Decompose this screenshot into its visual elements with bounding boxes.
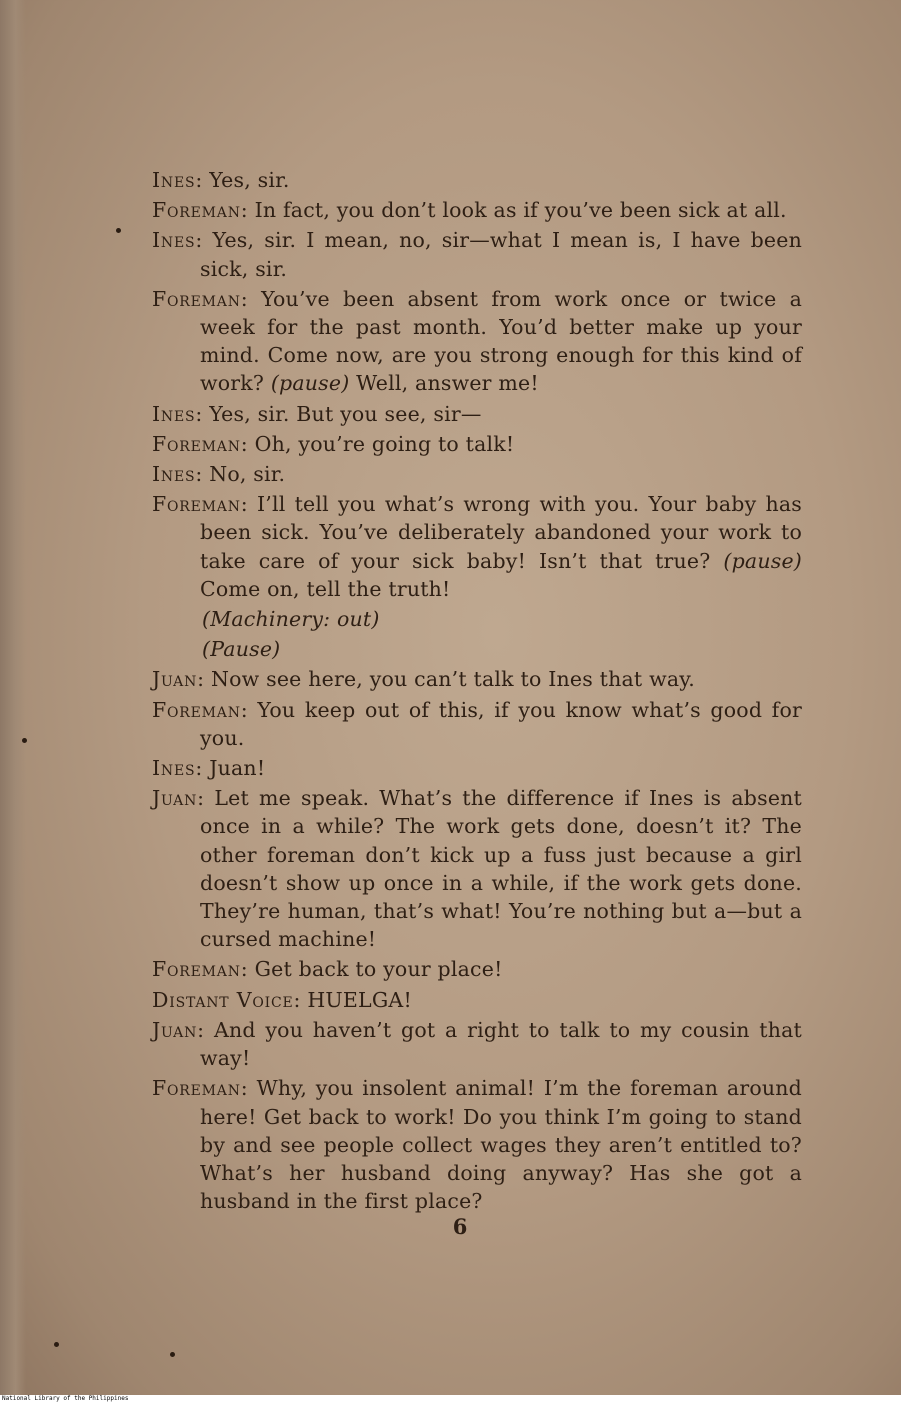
- speaker-name: Ines: [152, 462, 196, 487]
- dialogue-text: Come on, tell the truth!: [200, 576, 451, 601]
- dialogue-text: Well, answer me!: [356, 371, 539, 396]
- speaker-name: Foreman: [152, 957, 241, 982]
- dialogue-line: Juan: Now see here, you can’t talk to Ines that way.: [152, 667, 696, 692]
- dialogue-text: I’ll tell you what’s wrong with you. Your baby has been sick. You’ve deliberately abandoned your work to take care of your sick baby! Isn’t that true?: [200, 492, 802, 573]
- page-binding-edge: [0, 0, 26, 1395]
- dialogue-text: You keep out of this, if you know what’s good for you.: [200, 697, 802, 750]
- dialogue-line: Juan: And you haven’t got a right to talk to my cousin that way!: [152, 1017, 802, 1071]
- dialogue-text: No, sir.: [209, 462, 286, 487]
- speaker-name: Foreman: [152, 286, 241, 311]
- dialogue-line: Ines: Yes, sir. I mean, no, sir—what I mean is, I have been sick, sir.: [152, 228, 803, 281]
- print-speck: [54, 1342, 59, 1347]
- stage-direction-pause: (Pause): [202, 637, 281, 662]
- dialogue-line: Foreman: Get back to your place!: [152, 957, 503, 982]
- dialogue-text: HUELGA!: [307, 987, 412, 1012]
- dialogue-line: Ines: Yes, sir. But you see, sir—: [152, 401, 482, 426]
- speaker-name: Distant Voice: [152, 987, 294, 1012]
- speaker-name: Foreman: [152, 198, 241, 223]
- dialogue-text: In fact, you don’t look as if you’ve been sick at all.: [254, 198, 787, 223]
- speaker-name: Ines: [152, 756, 196, 781]
- dialogue-text: Yes, sir. I mean, no, sir—what I mean is, I have been sick, sir.: [200, 228, 803, 281]
- stage-direction-machinery: (Machinery: out): [202, 607, 380, 632]
- stage-direction: (pause): [270, 371, 350, 396]
- speaker-name: Foreman: [152, 697, 241, 722]
- dialogue-line: Foreman: I’ll tell you what’s wrong with you. Your baby has been sick. You’ve deliberately abandoned your work to take care of your sick baby! Isn’t that true? (pause) Come on, tell the truth!: [152, 492, 802, 601]
- speaker-name: Ines: [152, 228, 196, 253]
- speaker-name: Juan: [152, 1017, 198, 1042]
- dialogue-text: Let me speak. What’s the difference if Ines is absent once in a while? The work gets done, doesn’t it? The other foreman don’t kick up a fuss just because a girl doesn’t show up once in a while, if the work gets done. They’re human, that’s what! You’re nothing but a—but a cursed machine!: [200, 786, 802, 952]
- dialogue-text: And you haven’t got a right to talk to my cousin that way!: [200, 1017, 802, 1071]
- speaker-name: Foreman: [152, 492, 241, 517]
- stage-direction: (pause): [723, 548, 802, 573]
- dialogue-text: Yes, sir.: [209, 168, 290, 192]
- dialogue-text: Get back to your place!: [254, 957, 503, 982]
- dialogue-text: Yes, sir. But you see, sir—: [209, 401, 482, 426]
- print-speck: [22, 738, 27, 743]
- dialogue-text: Now see here, you can’t talk to Ines that way.: [210, 667, 696, 692]
- dialogue-text: Why, you insolent animal! I’m the foreman around here! Get back to work! Do you think I’m going to stand by and see people collect wages they aren’t entitled to? What’s her husband doing anyway? Has she got a husband in the first place?: [200, 1076, 802, 1214]
- dialogue-line: Foreman: Why, you insolent animal! I’m the foreman around here! Get back to work! Do you think I’m going to stand by and see people collect wages they aren’t entitled to? What’s her husband doing anyway? Has she got a husband in the first place?: [152, 1076, 802, 1214]
- dialogue-line: Ines: Yes, sir.: [152, 168, 290, 192]
- speaker-name: Foreman: [152, 1076, 241, 1101]
- dialogue-line: Foreman: Oh, you’re going to talk!: [152, 431, 515, 456]
- page-number: 6: [452, 1214, 468, 1239]
- speaker-name: Foreman: [152, 431, 241, 456]
- dialogue-line: Ines: Juan!: [152, 756, 266, 781]
- dialogue-line: Foreman: You keep out of this, if you know what’s good for you.: [152, 697, 802, 750]
- print-speck: [170, 1352, 175, 1357]
- dialogue-line: Ines: No, sir.: [152, 462, 286, 487]
- speaker-name: Juan: [152, 667, 198, 692]
- dialogue-line: Foreman: You’ve been absent from work once or twice a week for the past month. You’d better make up your mind. Come now, are you strong enough for this kind of work? (pause) Well, answer me!: [152, 286, 802, 396]
- dialogue-line: Foreman: In fact, you don’t look as if you’ve been sick at all.: [152, 198, 787, 223]
- library-footer: National Library of the Philippines: [0, 1395, 901, 1403]
- print-speck: [116, 228, 121, 233]
- dialogue-text: Oh, you’re going to talk!: [254, 431, 515, 456]
- script-body: [152, 166, 802, 1217]
- dialogue-line: Juan: Let me speak. What’s the difference if Ines is absent once in a while? The work gets done, doesn’t it? The other foreman don’t kick up a fuss just because a girl doesn’t show up once in a while, if the work gets done. They’re human, that’s what! You’re nothing but a—but a cursed machine!: [152, 786, 802, 952]
- speaker-name: Ines: [152, 168, 196, 192]
- speaker-name: Juan: [152, 786, 198, 811]
- dialogue-line: Distant Voice: HUELGA!: [152, 987, 412, 1012]
- dialogue-text: Juan!: [209, 756, 266, 781]
- speaker-name: Ines: [152, 401, 196, 426]
- dialogue-text: You’ve been absent from work once or twice a week for the past month. You’d better make up your mind. Come now, are you strong enough for this kind of work?: [200, 286, 802, 396]
